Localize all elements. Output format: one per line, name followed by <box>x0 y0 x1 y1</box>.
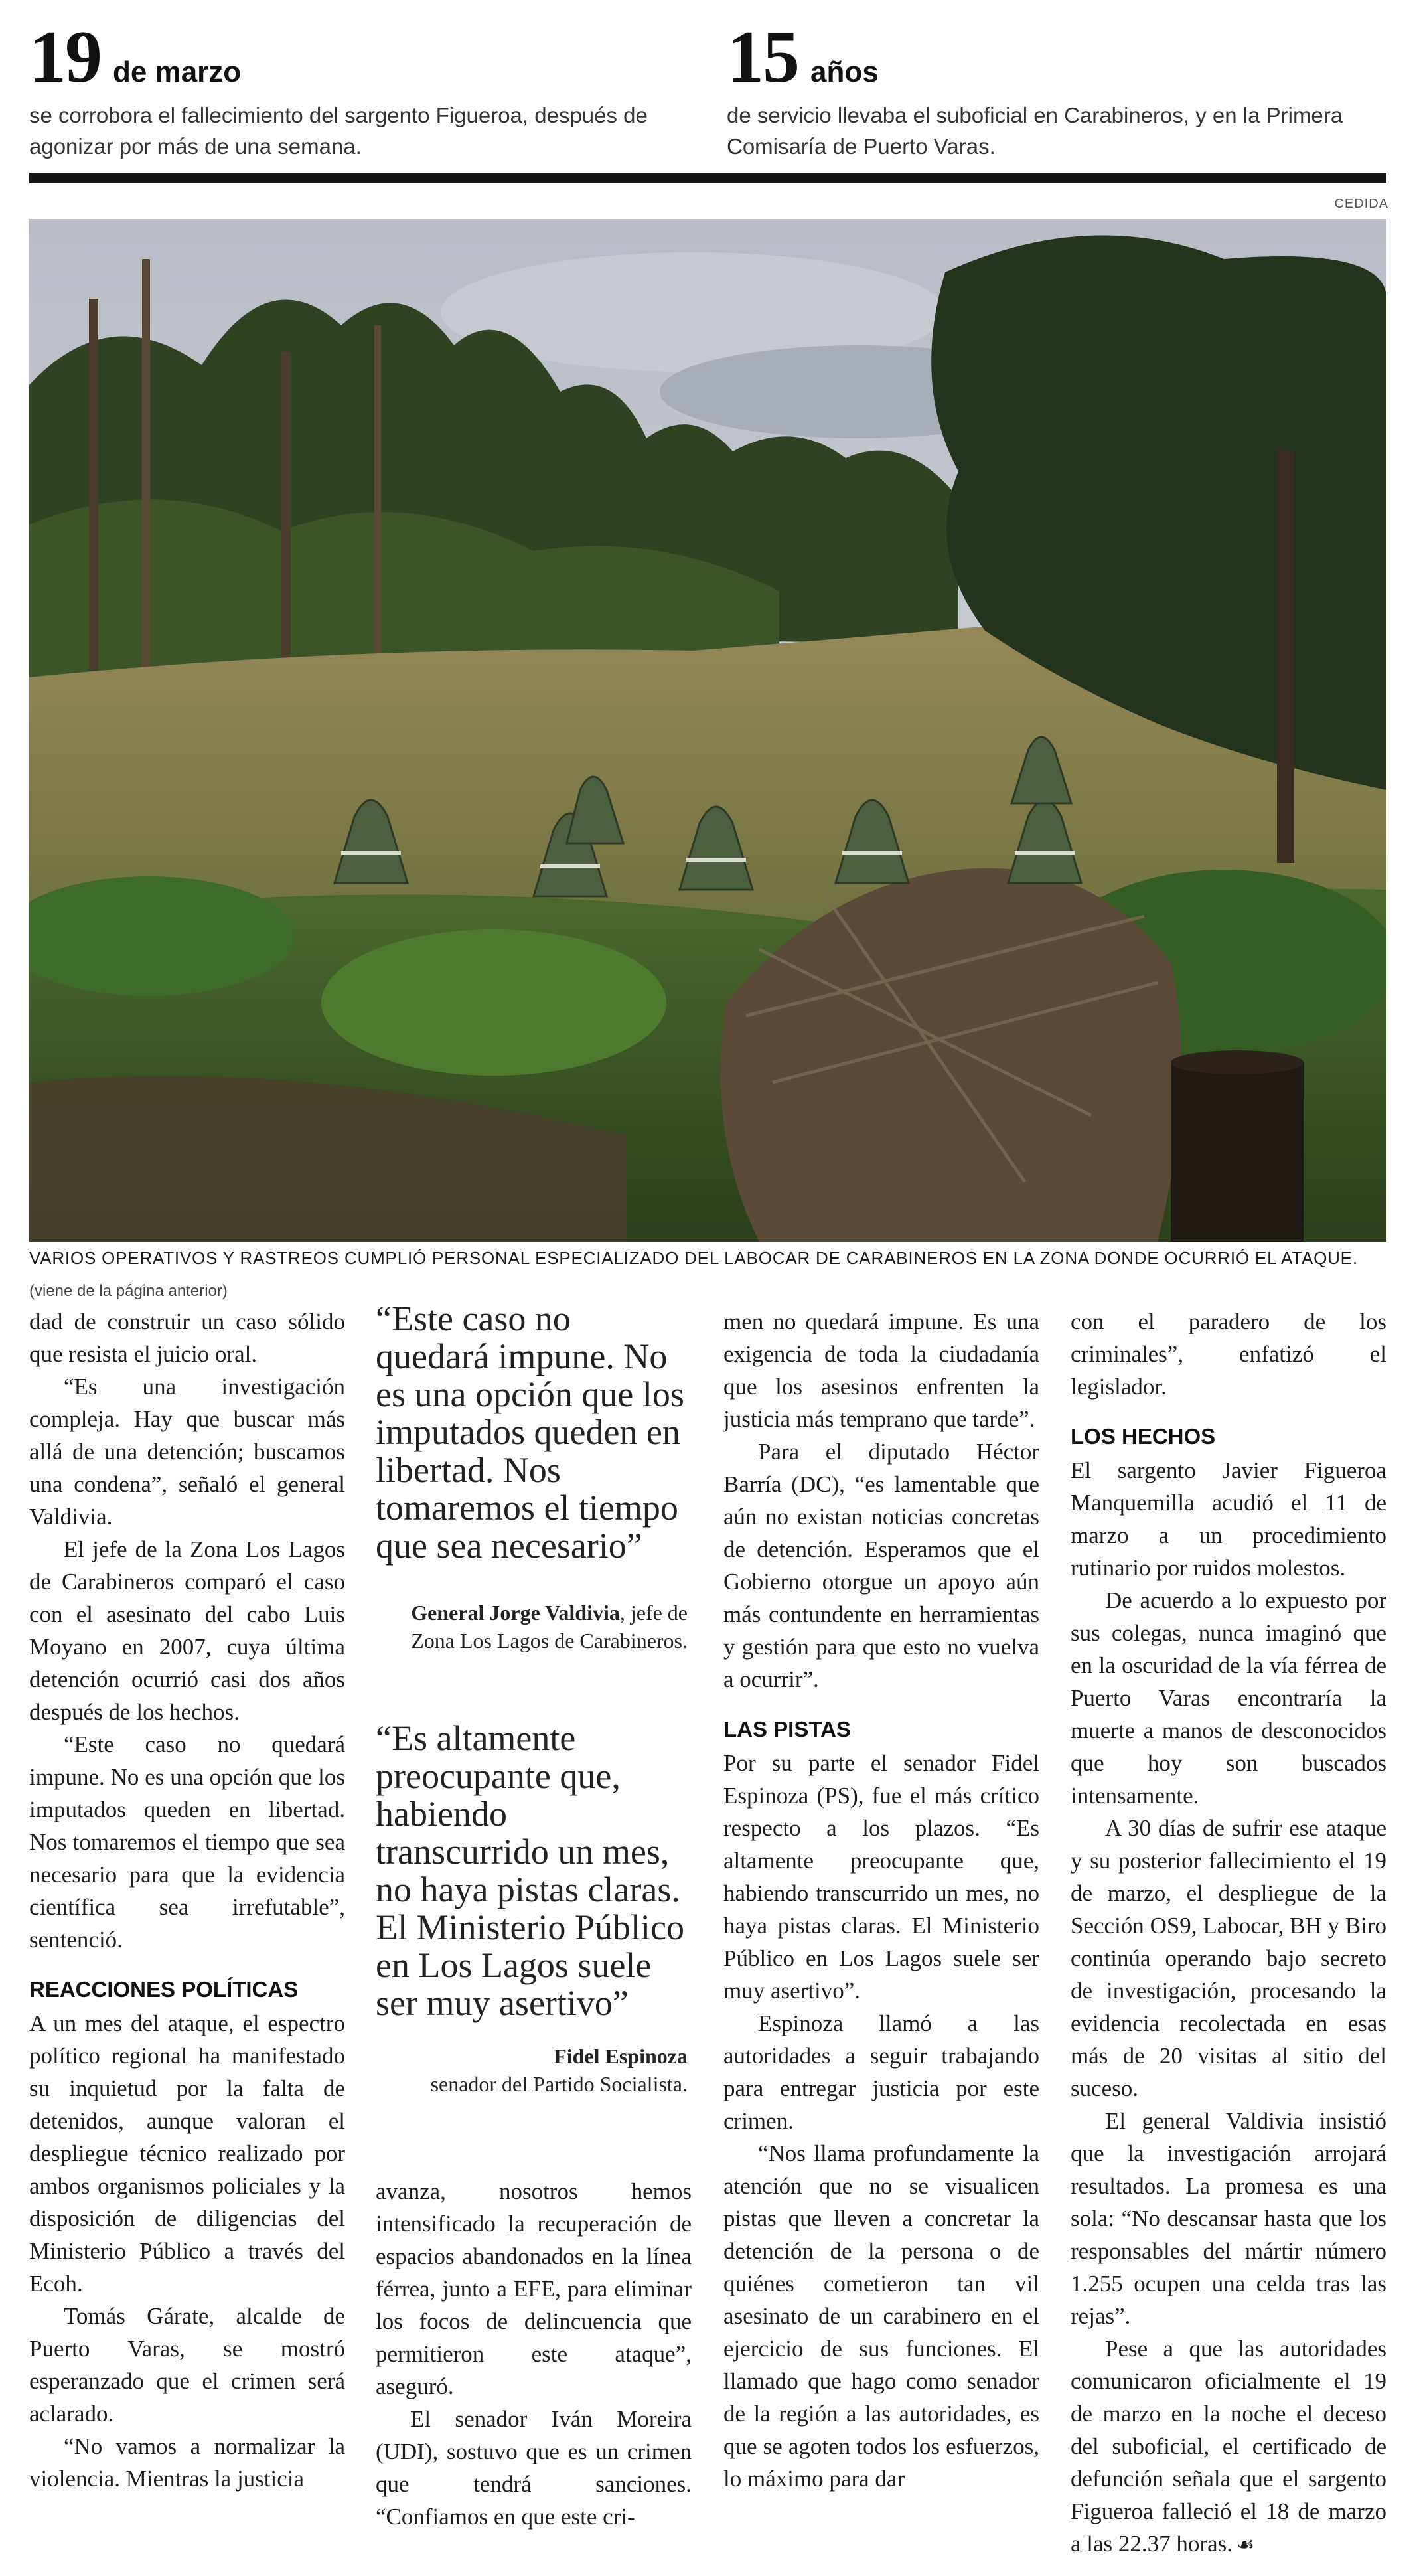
paragraph: Espinoza llamó a las autoridades a seguir trabajando para entregar justicia por este crimen. <box>723 2010 1039 2134</box>
quote-role: , jefe de Zona Los Lagos de Carabineros. <box>411 1601 688 1652</box>
section-heading-pistas: LAS PISTAS <box>723 1717 851 1741</box>
paragraph: men no quedará impune. Es una exigencia de toda la ciudadanía que los asesinos enfrenten la justicia más temprano que tarde”. <box>723 1309 1039 1432</box>
article-column-3 <box>723 1305 1039 2495</box>
article-column-2 <box>376 2175 692 2533</box>
section-heading-hechos: LOS HECHOS <box>1071 1424 1216 1449</box>
stat-description: se corrobora el fallecimiento del sargento Figueroa, después de agonizar por más de una semana. <box>29 103 648 159</box>
paragraph: De acuerdo a lo expuesto por sus colegas, nunca imaginó que en la oscuridad de la vía férrea de Puerto Varas encontraría la muerte a manos de desconocidos que hoy son buscados intensamente. <box>1071 1587 1386 1809</box>
continued-from-note: (viene de la página anterior) <box>29 1282 228 1300</box>
stat-block-date <box>29 16 693 162</box>
stat-unit: de marzo <box>113 56 242 88</box>
paragraph: “Nos llama profundamente la atención que no se visualicen pistas que lleven a concretar la detención de la persona o de quiénes cometieron tan vil asesinato de un carabinero en el ejercicio de sus funciones. El llamado que hago como senador de la región a las autoridades, es que se agoten todos los esfuerzos, lo máximo para dar <box>723 2140 1039 2492</box>
paragraph: Por su parte el senador Fidel Espinoza (PS), fue el más crítico respecto a los plazos. “Es altamente preocupante que, habiendo transcurrido un mes, no haya pistas claras. El Ministerio Público en Los Lagos suele ser muy asertivo”. <box>723 1750 1039 2004</box>
photo-credit: CEDIDA <box>1334 197 1388 211</box>
paragraph: “Este caso no quedará impune. No es una opción que los imputados queden en libertad. Nos tomaremos el tiempo que sea necesario para que la evidencia científica sea irrefutable”, sentenció. <box>29 1731 345 1953</box>
paragraph: A 30 días de sufrir ese ataque y su posterior fallecimiento el 19 de marzo, el despliegue de la Sección OS9, Labocar, BH y Biro continúa operando bajo secreto de investigación, procesando la evidencia recolectada en esas más de 20 visitas al sitio del suceso. <box>1071 1815 1386 2101</box>
paragraph: A un mes del ataque, el espectro político regional ha manifestado su inquietud por la falta de detenidos, aunque valoran el despliegue técnico realizado por ambos organismos policiales y la disposición de diligencias del Ministerio Público a través del Ecoh. <box>29 2010 345 2296</box>
pull-quote-espinoza: “Es altamente preocupante que, habiendo transcurrido un mes, no haya pistas claras. El Ministerio Público en Los Lagos suele ser muy asertivo” <box>376 1718 684 2023</box>
paragraph: “Es una investigación compleja. Hay que buscar más allá de una detención; buscamos una condena”, señaló el general Valdivia. <box>29 1374 345 1530</box>
article-column-1 <box>29 1280 345 2495</box>
quote-author: Fidel Espinoza <box>554 2044 688 2068</box>
quote-role: senador del Partido Socialista. <box>430 2072 688 2096</box>
stat-block-years <box>727 16 1390 162</box>
pull-quote-attribution <box>376 2042 688 2098</box>
paragraph: avanza, nosotros hemos intensificado la recuperación de espacios abandonados en la línea férrea, junto a EFE, para eliminar los focos de delincuencia que permitieron este ataque”, aseguró. <box>376 2178 692 2399</box>
paragraph-text: Pese a que las autoridades comunicaron oficialmente el 19 de marzo en la noche el deceso del suboficial, el certificado de defunción señala que el sargento Figueroa falleció el 18 de marzo a las 22.37 horas. <box>1071 2336 1386 2557</box>
paragraph: Para el diputado Héctor Barría (DC), “es lamentable que aún no existan noticias concretas de detención. Esperamos que el Gobierno otorgue un apoyo aún más contundente en herramientas y gestión para que esto no vuelva a ocurrir”. <box>723 1439 1039 1692</box>
forest-search-photo <box>29 219 1386 1242</box>
pull-quote-valdivia: “Este caso no quedará impune. No es una opción que los imputados queden en libertad. Nos tomaremos el tiempo que sea necesario” <box>376 1299 684 1566</box>
photo-caption: VARIOS OPERATIVOS Y RASTREOS CUMPLIÓ PERSONAL ESPECIALIZADO DEL LABOCAR DE CARABINEROS EN LA ZONA DONDE OCURRIÓ EL ATAQUE. <box>29 1248 1358 1268</box>
paragraph: El sargento Javier Figueroa Manquemilla acudió el 11 de marzo a un procedimiento rutinario por ruidos molestos. <box>1071 1457 1386 1581</box>
stat-number: 15 <box>727 16 798 98</box>
quote-author: General Jorge Valdivia <box>411 1601 620 1625</box>
end-of-article-icon: ☙ <box>1236 2534 1254 2557</box>
paragraph: “No vamos a normalizar la violencia. Mientras la justicia <box>29 2433 345 2492</box>
paragraph <box>1071 2332 1386 2561</box>
pull-quote-attribution <box>376 1599 688 1654</box>
section-heading-reacciones: REACCIONES POLÍTICAS <box>29 1977 299 2002</box>
paragraph: dad de construir un caso sólido que resista el juicio oral. <box>29 1309 345 1367</box>
paragraph: El senador Iván Moreira (UDI), sostuvo que es un crimen que tendrá sanciones. “Confiamos en que este cri- <box>376 2406 692 2530</box>
paragraph: El general Valdivia insistió que la investigación arrojará resultados. La promesa es una sola: “No descansar hasta que los responsables del mártir número 1.255 ocupen una celda tras las rejas”. <box>1071 2108 1386 2329</box>
stat-unit: años <box>810 56 879 88</box>
stat-description: de servicio llevaba el suboficial en Carabineros, y en la Primera Comisaría de Puerto Varas. <box>727 103 1343 159</box>
article-photo <box>29 219 1386 1242</box>
article-column-4 <box>1071 1305 1386 2561</box>
header-rule <box>29 173 1386 183</box>
stat-number: 19 <box>29 16 101 98</box>
paragraph: El jefe de la Zona Los Lagos de Carabineros comparó el caso con el asesinato del cabo Luis Moyano en 2007, cuya última detención ocurrió casi dos años después de los hechos. <box>29 1536 345 1725</box>
paragraph: con el paradero de los criminales”, enfatizó el legislador. <box>1071 1309 1386 1400</box>
paragraph: Tomás Gárate, alcalde de Puerto Varas, se mostró esperanzado que el crimen será aclarado. <box>29 2303 345 2427</box>
